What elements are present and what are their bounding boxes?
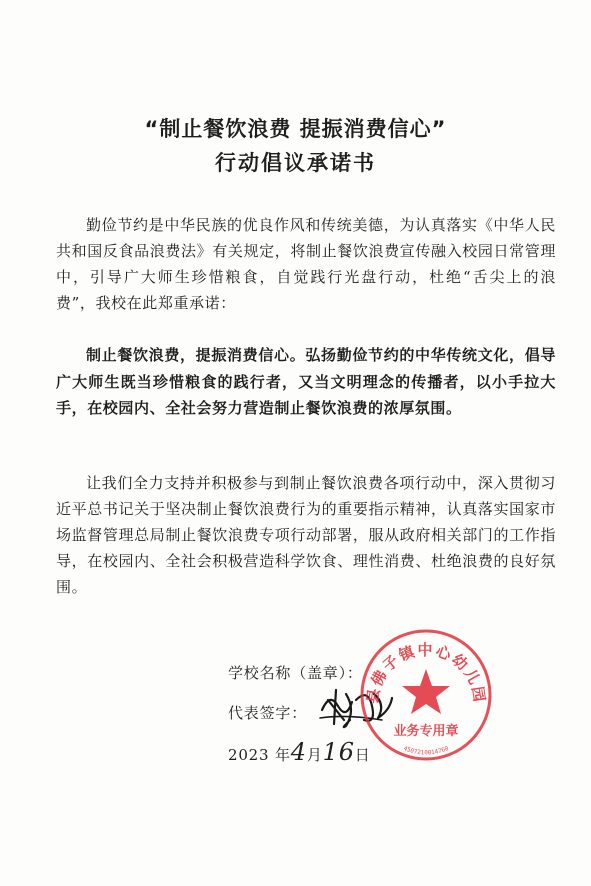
body-paragraph-1: 勤俭节约是中华民族的优良作风和传统美德，为认真落实《中华人民共和国反食品浪费法》有关规定，将制止餐饮浪费宣传融入校园日常管理中，引导广大师生珍惜粮食，自觉践行光盘行动，杜绝“舌尖上的浪费”，我校在此郑重承诺： xyxy=(56,216,556,312)
signing-date xyxy=(228,738,371,766)
document-title-line1: “制止餐饮浪费 提振消费信心” xyxy=(144,117,447,141)
official-seal-stamp xyxy=(356,625,496,765)
document-title-line2: 行动倡议承诺书 xyxy=(215,151,376,175)
date-month-handwritten: 4 xyxy=(290,738,307,766)
seal-serial-number: 4507210014760 xyxy=(402,744,450,757)
representative-signature-label: 代表签字： xyxy=(228,704,308,722)
date-year: 2023 年 xyxy=(228,746,291,764)
date-month-suffix: 月 xyxy=(306,746,323,764)
date-day-suffix: 日 xyxy=(354,746,371,764)
svg-text:4507210014760 xyxy=(402,745,450,757)
body-paragraph-3: 让我们全力支持并积极参与到制止餐饮浪费各项行动中，深入贯彻习近平总书记关于坚决制止餐饮浪费行为的重要指示精神，认真落实国家市场监督管理总局制止餐饮浪费专项行动部署，服从政府相关部门的工作指导，在校园内、全社会积极营造科学饮食、理性消费、杜绝浪费的良好氛围。 xyxy=(56,474,556,596)
seal-org-text: 县佛子镇中心幼儿园 xyxy=(363,641,489,705)
date-day-handwritten: 16 xyxy=(322,738,355,766)
school-name-label: 学校名称（盖章）： xyxy=(228,664,363,682)
seal-bottom-text: 业务专用章 xyxy=(393,724,459,739)
body-paragraph-2: 制止餐饮浪费，提振消费信心。弘扬勤俭节约的中华传统文化，倡导广大师生既当珍惜粮食的践行者，又当文明理念的传播者，以小手拉大手，在校园内、全社会努力营造制止餐饮浪费的浓厚氛围。 xyxy=(56,346,556,417)
seal-star-icon xyxy=(402,669,450,714)
